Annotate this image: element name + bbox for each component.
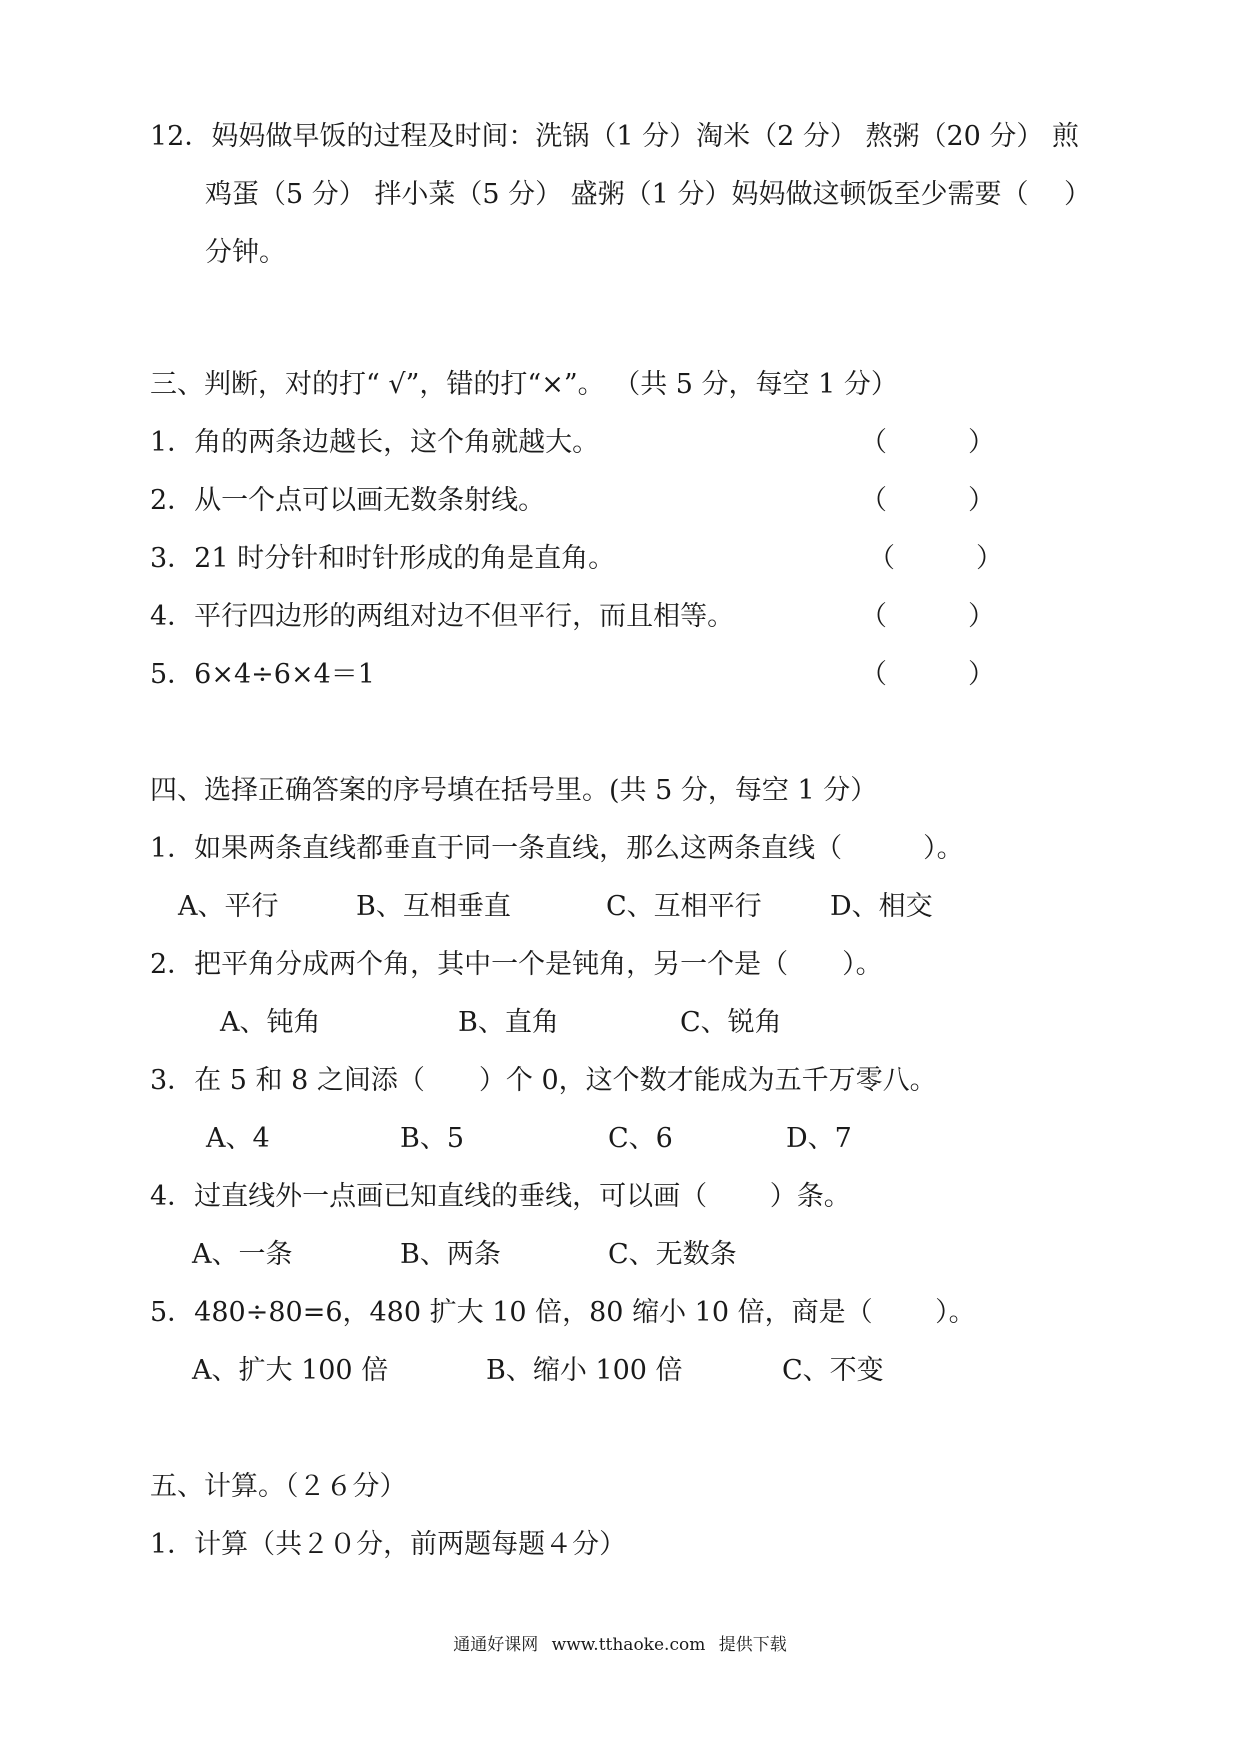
s4-question-1: 1．如果两条直线都垂直于同一条直线，那么这两条直线（ ）。 — [150, 833, 964, 864]
s4-question-4: 4．过直线外一点画已知直线的垂线，可以画（ ）条。 — [150, 1181, 851, 1212]
footer-suffix: 提供下载 — [718, 1635, 787, 1655]
s4-question-3: 3．在 5 和 8 之间添（ ）个 0，这个数才能成为五千万零八。 — [150, 1065, 937, 1096]
section3-title: 三、判断，对的打“ √”，错的打“×”。 （共 5 分，每空 1 分） — [150, 369, 898, 400]
s4-q2-option-c[interactable]: C、锐角 — [680, 1007, 782, 1038]
s4-q5-option-c[interactable]: C、不变 — [782, 1355, 884, 1386]
q12-line3: 分钟。 — [205, 237, 286, 268]
s4-q1-option-a[interactable]: A、平行 — [178, 891, 279, 922]
s4-q1-option-b[interactable]: B、互相垂直 — [356, 891, 511, 922]
s3-item-2: 2．从一个点可以画无数条射线。 — [150, 485, 546, 516]
s3-item-3: 3．21 时分针和时针形成的角是直角。 — [150, 543, 616, 574]
footer-url[interactable]: www.tthaoke.com — [551, 1635, 706, 1655]
s4-question-2: 2．把平角分成两个角，其中一个是钝角，另一个是（ ）。 — [150, 949, 883, 980]
s4-q1-option-c[interactable]: C、互相平行 — [606, 891, 762, 922]
s4-q3-option-d[interactable]: D、7 — [786, 1123, 852, 1154]
s4-q5-option-a[interactable]: A、扩大 100 倍 — [192, 1355, 389, 1386]
s3-item-1: 1．角的两条边越长，这个角就越大。 — [150, 427, 600, 458]
s4-q3-option-a[interactable]: A、4 — [206, 1123, 270, 1154]
s3-answer-blank-4[interactable]: （ ） — [860, 601, 995, 632]
s4-q1-option-d[interactable]: D、相交 — [830, 891, 933, 922]
s4-q5-option-b[interactable]: B、缩小 100 倍 — [486, 1355, 683, 1386]
s4-q3-option-c[interactable]: C、6 — [608, 1123, 673, 1154]
s4-q3-option-b[interactable]: B、5 — [400, 1123, 465, 1154]
page-footer — [0, 1630, 1240, 1655]
s5-item-1: 1．计算（共２０分，前两题每题４分） — [150, 1529, 627, 1560]
s4-q2-option-b[interactable]: B、直角 — [458, 1007, 559, 1038]
s4-q4-option-a[interactable]: A、一条 — [192, 1239, 293, 1270]
s3-answer-blank-2[interactable]: （ ） — [860, 485, 995, 516]
s4-q2-option-a[interactable]: A、钝角 — [220, 1007, 321, 1038]
s3-answer-blank-3[interactable]: （ ） — [868, 543, 1003, 574]
s3-item-5: 5．6×4÷6×4＝1 — [150, 659, 375, 690]
q12-line2: 鸡蛋（5 分） 拌小菜（5 分） 盛粥（1 分）妈妈做这顿饭至少需要（ ） — [205, 179, 1092, 210]
s3-answer-blank-5[interactable]: （ ） — [860, 659, 995, 690]
s3-item-4: 4．平行四边形的两组对边不但平行，而且相等。 — [150, 601, 735, 632]
s4-question-5: 5．480÷80=6，480 扩大 10 倍，80 缩小 10 倍，商是（ ）。 — [150, 1297, 976, 1328]
footer-site-name: 通通好课网 — [453, 1635, 539, 1655]
s4-q4-option-c[interactable]: C、无数条 — [608, 1239, 737, 1270]
q12-line1: 12．妈妈做早饭的过程及时间：洗锅（1 分）淘米（2 分） 熬粥（20 分） 煎 — [150, 121, 1079, 152]
s4-q4-option-b[interactable]: B、两条 — [400, 1239, 501, 1270]
section5-title: 五、计算。（２６分） — [150, 1471, 407, 1502]
section4-title: 四、选择正确答案的序号填在括号里。(共 5 分，每空 1 分） — [150, 775, 878, 806]
s3-answer-blank-1[interactable]: （ ） — [860, 427, 995, 458]
